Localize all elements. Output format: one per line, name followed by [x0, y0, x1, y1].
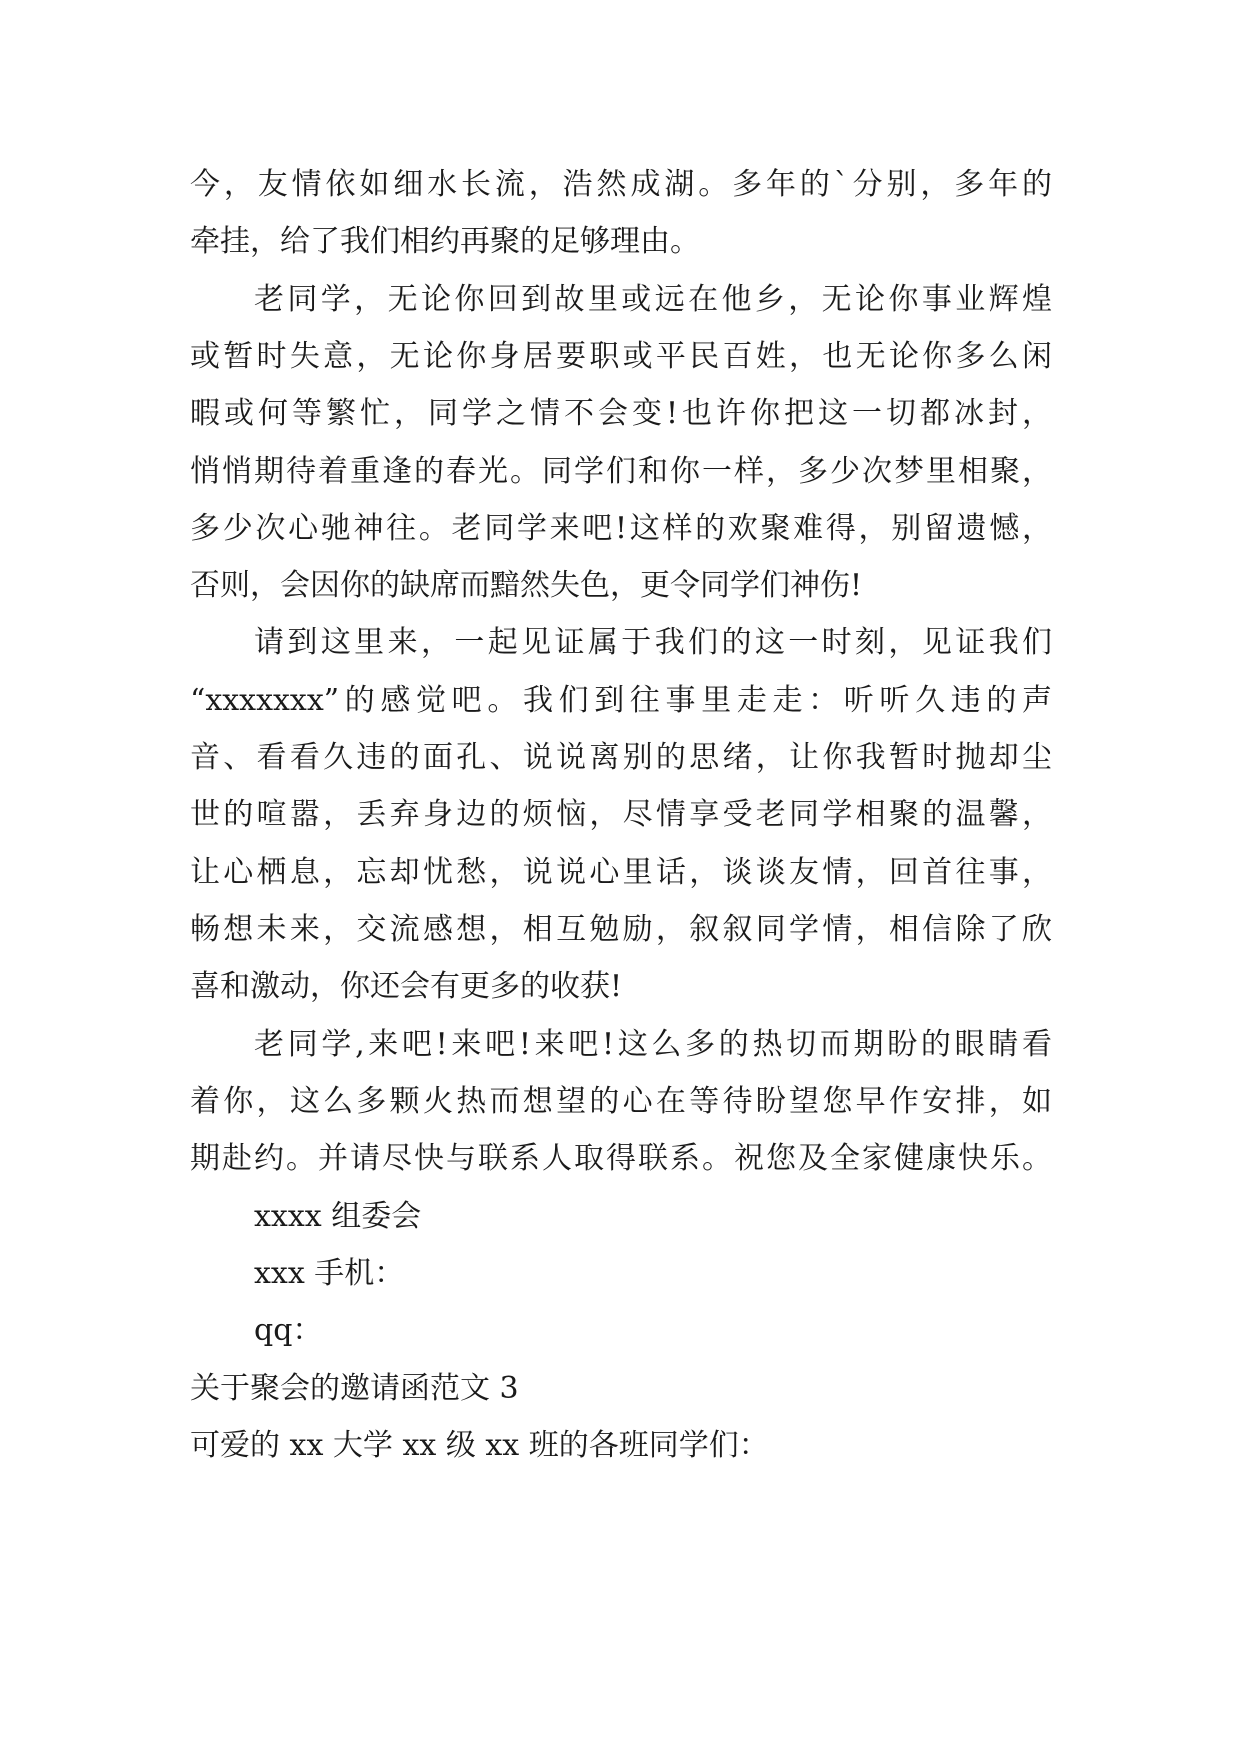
paragraph-3-line-6: 畅想未来，交流感想，相互勉励，叙叙同学情，相信除了欣 — [190, 912, 1052, 947]
paragraph-3-line-2: “xxxxxxx”的感觉吧。我们到往事里走走：听听久违的声 — [190, 683, 1052, 718]
paragraph-3-line-4: 世的喧嚣，丢弃身边的烦恼，尽情享受老同学相聚的温馨， — [190, 797, 1052, 832]
signature-qq: qq： — [254, 1313, 323, 1348]
next-section-title: 关于聚会的邀请函范文 3 — [190, 1371, 519, 1406]
paragraph-1-line-1: 今，友情依如细水长流，浩然成湖。多年的`分别，多年的 — [190, 167, 1052, 202]
paragraph-2-line-4: 悄悄期待着重逢的春光。同学们和你一样，多少次梦里相聚， — [190, 454, 1052, 489]
paragraph-2-line-6: 否则，会因你的缺席而黯然失色，更令同学们神伤! — [190, 568, 863, 603]
paragraph-3-line-7: 喜和激动，你还会有更多的收获! — [190, 969, 623, 1004]
paragraph-3-line-5: 让心栖息，忘却忧愁，说说心里话，谈谈友情，回首往事， — [190, 855, 1052, 890]
next-section-salutation: 可爱的 xx 大学 xx 级 xx 班的各班同学们： — [190, 1428, 769, 1463]
paragraph-1-line-2: 牵挂，给了我们相约再聚的足够理由。 — [190, 224, 700, 259]
paragraph-4-line-1: 老同学,来吧!来吧!来吧!这么多的热切而期盼的眼睛看 — [254, 1027, 1052, 1062]
paragraph-4-line-2: 着你，这么多颗火热而想望的心在等待盼望您早作安排，如 — [190, 1084, 1052, 1119]
paragraph-3-line-1: 请到这里来，一起见证属于我们的这一时刻，见证我们 — [254, 625, 1052, 660]
paragraph-2-line-5: 多少次心驰神往。老同学来吧!这样的欢聚难得，别留遗憾， — [190, 511, 1052, 546]
paragraph-3-line-3: 音、看看久违的面孔、说说离别的思绪，让你我暂时抛却尘 — [190, 740, 1052, 775]
signature-phone: xxx 手机： — [254, 1256, 405, 1291]
paragraph-2-line-3: 暇或何等繁忙，同学之情不会变!也许你把这一切都冰封， — [190, 396, 1052, 431]
signature-committee: xxxx 组委会 — [254, 1199, 422, 1234]
paragraph-2-line-2: 或暂时失意，无论你身居要职或平民百姓，也无论你多么闲 — [190, 339, 1052, 374]
paragraph-4-line-3: 期赴约。并请尽快与联系人取得联系。祝您及全家健康快乐。 — [190, 1141, 1052, 1176]
paragraph-2-line-1: 老同学，无论你回到故里或远在他乡，无论你事业辉煌 — [254, 282, 1052, 317]
